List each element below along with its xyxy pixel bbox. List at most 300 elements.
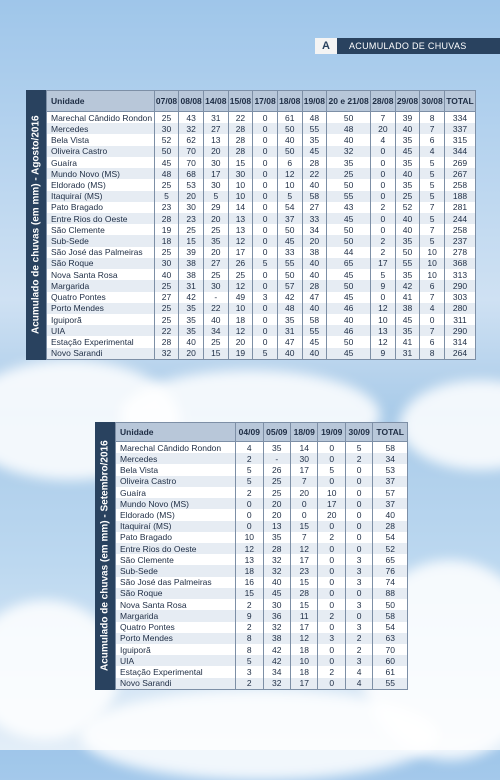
rain-value-cell: 55	[327, 191, 371, 202]
rain-value-cell: 40	[302, 269, 327, 280]
rain-value-cell: 20	[371, 123, 396, 134]
rain-value-cell: 18	[228, 314, 253, 325]
september-side-label: Acumulado de chuvas (em mm) - Setembro/2016	[95, 422, 115, 690]
unit-name-cell: Iguiporã	[47, 314, 155, 325]
unit-name-cell: Margarida	[116, 610, 236, 621]
rain-value-cell: 40	[263, 577, 290, 588]
rain-value-cell: 17	[318, 498, 345, 509]
rain-value-cell: 2	[345, 644, 372, 655]
column-header: 08/08	[179, 91, 204, 112]
table-row	[116, 521, 408, 532]
rain-value-cell: 34	[263, 666, 290, 677]
rain-value-cell: 20	[179, 191, 204, 202]
unit-name-cell: UIA	[116, 655, 236, 666]
table-row	[116, 476, 408, 487]
rain-value-cell: 9	[371, 348, 396, 360]
rain-value-cell: 13	[371, 325, 396, 336]
rain-value-cell: 18	[154, 235, 179, 246]
rain-value-cell: 0	[371, 157, 396, 168]
table-row	[116, 588, 408, 599]
rain-value-cell: 0	[253, 224, 278, 235]
table-row	[116, 577, 408, 588]
unit-name-cell: Eldorado (MS)	[47, 179, 155, 190]
rain-value-cell: 50	[327, 224, 371, 235]
rain-value-cell: 33	[302, 213, 327, 224]
column-header: 30/09	[345, 423, 372, 442]
rain-value-cell: 61	[277, 112, 302, 124]
rain-value-cell: 0	[253, 191, 278, 202]
rain-value-cell: 25	[395, 191, 420, 202]
rain-value-cell: 17	[203, 168, 228, 179]
rain-value-cell: 48	[302, 112, 327, 124]
rain-value-cell: 35	[179, 325, 204, 336]
rain-value-cell: 25	[263, 487, 290, 498]
rain-value-cell: 26	[228, 258, 253, 269]
rain-value-cell: 44	[327, 247, 371, 258]
rain-value-cell: 5	[236, 476, 263, 487]
rain-value-cell: 4	[420, 303, 445, 314]
rain-value-cell: 290	[444, 280, 475, 291]
table-row	[116, 565, 408, 576]
rain-value-cell: 0	[318, 655, 345, 666]
rain-value-cell: 58	[302, 191, 327, 202]
rain-value-cell: 50	[277, 123, 302, 134]
table-row	[47, 336, 476, 347]
rain-value-cell: 0	[253, 146, 278, 157]
column-header: 29/08	[395, 91, 420, 112]
rain-value-cell: 19	[154, 224, 179, 235]
rain-value-cell: 7	[371, 112, 396, 124]
rain-value-cell: 37	[277, 213, 302, 224]
rain-value-cell: 0	[371, 292, 396, 303]
table-row	[116, 464, 408, 475]
rain-value-cell: 25	[263, 476, 290, 487]
unit-name-cell: São Clemente	[116, 554, 236, 565]
rain-value-cell: 10	[277, 179, 302, 190]
rain-value-cell: 0	[371, 146, 396, 157]
rain-value-cell: 40	[373, 509, 408, 520]
rain-value-cell: 5	[420, 168, 445, 179]
rain-value-cell: 45	[327, 348, 371, 360]
table-row	[116, 554, 408, 565]
rain-value-cell: 27	[203, 123, 228, 134]
column-header: 18/09	[291, 423, 318, 442]
rain-value-cell: 12	[236, 543, 263, 554]
rain-value-cell: 15	[228, 157, 253, 168]
rain-value-cell: 58	[302, 314, 327, 325]
rain-value-cell: 50	[327, 235, 371, 246]
rain-value-cell: 61	[373, 666, 408, 677]
rain-value-cell: 4	[371, 134, 396, 145]
table-row	[116, 543, 408, 554]
column-header: 05/09	[263, 423, 290, 442]
table-row	[116, 453, 408, 464]
rain-value-cell: 45	[302, 146, 327, 157]
cloud	[400, 380, 500, 470]
rain-value-cell: 25	[154, 314, 179, 325]
rain-value-cell: 17	[291, 678, 318, 690]
rain-value-cell: 5	[345, 442, 372, 454]
rain-value-cell: 22	[203, 303, 228, 314]
column-header: TOTAL	[444, 91, 475, 112]
rain-value-cell: 2	[236, 453, 263, 464]
table-row	[47, 303, 476, 314]
rain-value-cell: 50	[395, 247, 420, 258]
rain-value-cell: 7	[420, 123, 445, 134]
column-header-unidade: Unidade	[47, 91, 155, 112]
rain-value-cell: 31	[277, 325, 302, 336]
rain-value-cell: 9	[371, 280, 396, 291]
rain-value-cell: 35	[277, 314, 302, 325]
rain-value-cell: 0	[318, 622, 345, 633]
unit-name-cell: Eldorado (MS)	[116, 509, 236, 520]
rain-value-cell: 258	[444, 224, 475, 235]
rain-value-cell: 15	[291, 599, 318, 610]
rain-value-cell: 20	[291, 487, 318, 498]
rain-value-cell: 5	[203, 191, 228, 202]
rain-value-cell: 5	[253, 348, 278, 360]
unit-name-cell: Guaíra	[116, 487, 236, 498]
rain-value-cell: 18	[291, 644, 318, 655]
rain-value-cell: 48	[327, 123, 371, 134]
rain-value-cell: 20	[302, 235, 327, 246]
rain-value-cell: 0	[318, 577, 345, 588]
rain-value-cell: 7	[420, 202, 445, 213]
rain-value-cell: 40	[179, 336, 204, 347]
rain-value-cell: 0	[318, 521, 345, 532]
rain-value-cell: 35	[395, 235, 420, 246]
rain-value-cell: 39	[179, 247, 204, 258]
unit-name-cell: Itaquiraí (MS)	[47, 191, 155, 202]
rain-value-cell: 40	[302, 258, 327, 269]
rain-value-cell: 0	[318, 678, 345, 690]
rain-value-cell: 337	[444, 123, 475, 134]
rain-value-cell: 3	[253, 292, 278, 303]
unit-name-cell: Quatro Pontes	[116, 622, 236, 633]
rain-value-cell: 25	[203, 224, 228, 235]
rain-value-cell: 10	[371, 314, 396, 325]
rain-value-cell: 60	[373, 655, 408, 666]
rain-value-cell: 35	[179, 314, 204, 325]
rain-value-cell: 68	[179, 168, 204, 179]
table-row	[116, 644, 408, 655]
rain-value-cell: 20	[263, 509, 290, 520]
rain-value-cell: 20	[179, 348, 204, 360]
rain-value-cell: 0	[253, 202, 278, 213]
rain-value-cell: 48	[277, 303, 302, 314]
rain-value-cell: 23	[179, 213, 204, 224]
rain-value-cell: 57	[277, 280, 302, 291]
rain-value-cell: 32	[154, 348, 179, 360]
rain-value-cell: 20	[203, 213, 228, 224]
rain-value-cell: 55	[302, 123, 327, 134]
rain-value-cell: 0	[345, 464, 372, 475]
rain-value-cell: 28	[302, 280, 327, 291]
rain-value-cell: 25	[154, 247, 179, 258]
rain-value-cell: 40	[154, 269, 179, 280]
rain-value-cell: 8	[236, 633, 263, 644]
table-row	[47, 146, 476, 157]
table-row	[116, 655, 408, 666]
rain-value-cell: 42	[263, 655, 290, 666]
rain-value-cell: 22	[228, 112, 253, 124]
unit-name-cell: Estação Experimental	[116, 666, 236, 677]
rain-value-cell: 368	[444, 258, 475, 269]
table-row	[47, 247, 476, 258]
section-title: ACUMULADO DE CHUVAS	[349, 41, 467, 51]
rain-value-cell: 38	[179, 258, 204, 269]
table-row	[116, 610, 408, 621]
rain-value-cell: 10	[291, 655, 318, 666]
rain-value-cell: 4	[420, 146, 445, 157]
rain-value-cell: 32	[263, 622, 290, 633]
rain-value-cell: 28	[373, 521, 408, 532]
rain-value-cell: 65	[327, 258, 371, 269]
rain-value-cell: 17	[228, 247, 253, 258]
rain-value-cell: 7	[420, 224, 445, 235]
rain-value-cell: 2	[318, 666, 345, 677]
rain-value-cell: 50	[277, 146, 302, 157]
rain-value-cell: 0	[318, 543, 345, 554]
rain-value-cell: 70	[373, 644, 408, 655]
rain-value-cell: 3	[345, 599, 372, 610]
unit-name-cell: Sub-Sede	[47, 235, 155, 246]
rain-value-cell: 7	[291, 476, 318, 487]
rain-value-cell: 0	[371, 191, 396, 202]
rain-value-cell: 0	[253, 235, 278, 246]
rain-value-cell: 45	[277, 235, 302, 246]
unit-name-cell: Porto Mendes	[47, 303, 155, 314]
rain-value-cell: 0	[318, 588, 345, 599]
column-header: 14/08	[203, 91, 228, 112]
rain-value-cell: 45	[302, 336, 327, 347]
rain-value-cell: 58	[373, 610, 408, 621]
table-row	[47, 157, 476, 168]
rain-value-cell: 0	[371, 224, 396, 235]
rain-value-cell: 38	[179, 269, 204, 280]
rain-value-cell: 32	[263, 565, 290, 576]
column-header: TOTAL	[373, 423, 408, 442]
rain-value-cell: 3	[345, 577, 372, 588]
unit-name-cell: Novo Sarandi	[116, 678, 236, 690]
unit-name-cell: São Clemente	[47, 224, 155, 235]
rain-value-cell: 237	[444, 235, 475, 246]
rain-value-cell: 27	[203, 258, 228, 269]
rain-value-cell: 20	[318, 509, 345, 520]
rain-value-cell: 35	[395, 269, 420, 280]
rain-value-cell: 0	[318, 442, 345, 454]
unit-name-cell: Quatro Pontes	[47, 292, 155, 303]
rain-value-cell: 3	[345, 554, 372, 565]
table-row	[47, 202, 476, 213]
rain-value-cell: 10	[420, 269, 445, 280]
rain-value-cell: 70	[179, 146, 204, 157]
unit-name-cell: Estação Experimental	[47, 336, 155, 347]
rain-value-cell: 0	[318, 644, 345, 655]
rain-value-cell: 42	[395, 280, 420, 291]
section-header	[315, 38, 500, 54]
rain-value-cell: 10	[318, 487, 345, 498]
rain-value-cell: 30	[203, 157, 228, 168]
rain-value-cell: 35	[327, 157, 371, 168]
rain-value-cell: 315	[444, 134, 475, 145]
rain-value-cell: 76	[373, 565, 408, 576]
rain-value-cell: 0	[253, 280, 278, 291]
column-header: 20 e 21/08	[327, 91, 371, 112]
rain-value-cell: 5	[420, 179, 445, 190]
rain-value-cell: 28	[228, 146, 253, 157]
rain-value-cell: 43	[179, 112, 204, 124]
unit-name-cell: Margarida	[47, 280, 155, 291]
rain-value-cell: 20	[203, 146, 228, 157]
rain-value-cell: 32	[327, 146, 371, 157]
rain-value-cell: 40	[395, 224, 420, 235]
rain-value-cell: 5	[277, 191, 302, 202]
rain-value-cell: 25	[203, 269, 228, 280]
rain-value-cell: 45	[395, 146, 420, 157]
unit-name-cell: Marechal Cândido Rondon	[116, 442, 236, 454]
table-row	[47, 269, 476, 280]
rain-value-cell: 35	[395, 134, 420, 145]
rain-value-cell: -	[203, 292, 228, 303]
rain-value-cell: 53	[179, 179, 204, 190]
rain-value-cell: 3	[236, 666, 263, 677]
rain-value-cell: 40	[327, 134, 371, 145]
rain-value-cell: 4	[345, 666, 372, 677]
unit-name-cell: Nova Santa Rosa	[47, 269, 155, 280]
rain-value-cell: 5	[318, 464, 345, 475]
rain-value-cell: 37	[373, 476, 408, 487]
rain-value-cell: 40	[302, 303, 327, 314]
rain-value-cell: 74	[373, 577, 408, 588]
rain-value-cell: 5	[420, 191, 445, 202]
rain-value-cell: 55	[302, 325, 327, 336]
rain-value-cell: 35	[395, 179, 420, 190]
unit-name-cell: Iguiporã	[116, 644, 236, 655]
rain-value-cell: 10	[228, 191, 253, 202]
rain-value-cell: 27	[302, 202, 327, 213]
unit-name-cell: Bela Vista	[116, 464, 236, 475]
rain-value-cell: 13	[263, 521, 290, 532]
rain-value-cell: 14	[291, 442, 318, 454]
rain-value-cell: 8	[420, 112, 445, 124]
august-side-label: Acumulado de chuvas (em mm) - Agosto/2016	[26, 90, 46, 360]
rain-value-cell: 4	[236, 442, 263, 454]
rain-value-cell: 2	[236, 599, 263, 610]
rain-value-cell: 15	[291, 577, 318, 588]
table-row	[116, 622, 408, 633]
rain-value-cell: 22	[302, 168, 327, 179]
rain-value-cell: 35	[179, 303, 204, 314]
rain-value-cell: 18	[291, 666, 318, 677]
rain-value-cell: 188	[444, 191, 475, 202]
unit-name-cell: Itaquiraí (MS)	[116, 521, 236, 532]
unit-name-cell: Guaíra	[47, 157, 155, 168]
unit-name-cell: Marechal Cândido Rondon	[47, 112, 155, 124]
rain-value-cell: 42	[263, 644, 290, 655]
rain-value-cell: 5	[371, 269, 396, 280]
rain-value-cell: 37	[373, 498, 408, 509]
rain-value-cell: 23	[154, 202, 179, 213]
rain-value-cell: 8	[420, 348, 445, 360]
column-header: 19/09	[318, 423, 345, 442]
rain-value-cell: 30	[154, 123, 179, 134]
rain-value-cell: 0	[291, 509, 318, 520]
unit-name-cell: São José das Palmeiras	[116, 577, 236, 588]
rain-value-cell: 7	[291, 532, 318, 543]
rain-value-cell: 62	[179, 134, 204, 145]
rain-value-cell: 281	[444, 202, 475, 213]
rain-value-cell: 12	[277, 168, 302, 179]
rain-value-cell: 0	[253, 123, 278, 134]
rain-value-cell: 2	[371, 202, 396, 213]
rain-value-cell: 6	[420, 280, 445, 291]
rain-value-cell: 20	[203, 247, 228, 258]
rain-value-cell: 40	[395, 168, 420, 179]
rain-value-cell: 27	[154, 292, 179, 303]
rain-value-cell: 314	[444, 336, 475, 347]
rain-value-cell: 52	[395, 202, 420, 213]
rain-value-cell: 13	[203, 134, 228, 145]
rain-value-cell: 45	[327, 269, 371, 280]
rain-value-cell: 42	[277, 292, 302, 303]
rain-value-cell: 47	[302, 292, 327, 303]
rain-value-cell: 0	[318, 565, 345, 576]
rain-value-cell: 26	[263, 464, 290, 475]
rain-value-cell: 0	[318, 554, 345, 565]
rain-value-cell: 35	[395, 325, 420, 336]
table-row	[116, 678, 408, 690]
rain-value-cell: 38	[263, 633, 290, 644]
rain-value-cell: 31	[179, 280, 204, 291]
rain-value-cell: 0	[318, 476, 345, 487]
rain-value-cell: 40	[327, 314, 371, 325]
table-row	[47, 280, 476, 291]
table-row	[47, 235, 476, 246]
unit-name-cell: Mercedes	[47, 123, 155, 134]
table-row	[116, 599, 408, 610]
rain-value-cell: 47	[277, 336, 302, 347]
rain-value-cell: 0	[253, 112, 278, 124]
rain-value-cell: 40	[302, 179, 327, 190]
rain-value-cell: 41	[395, 336, 420, 347]
rain-value-cell: 0	[253, 179, 278, 190]
rain-value-cell: 43	[327, 202, 371, 213]
column-header: 15/08	[228, 91, 253, 112]
rain-value-cell: -	[263, 453, 290, 464]
rain-value-cell: 0	[371, 168, 396, 179]
rain-value-cell: 10	[228, 303, 253, 314]
unit-name-cell: Pato Bragado	[47, 202, 155, 213]
column-header: 07/08	[154, 91, 179, 112]
rain-value-cell: 8	[236, 644, 263, 655]
rain-value-cell: 2	[345, 633, 372, 644]
table-row	[116, 666, 408, 677]
rain-value-cell: 15	[236, 588, 263, 599]
table-row	[47, 314, 476, 325]
rain-value-cell: 0	[253, 314, 278, 325]
column-header: 28/08	[371, 91, 396, 112]
rain-value-cell: 12	[228, 280, 253, 291]
rain-value-cell: 19	[228, 348, 253, 360]
unit-name-cell: Sub-Sede	[116, 565, 236, 576]
rain-value-cell: 28	[291, 588, 318, 599]
table-row	[47, 292, 476, 303]
rain-value-cell: 0	[253, 303, 278, 314]
rain-value-cell: 32	[263, 554, 290, 565]
rain-value-cell: 33	[277, 247, 302, 258]
rain-value-cell: 0	[253, 336, 278, 347]
